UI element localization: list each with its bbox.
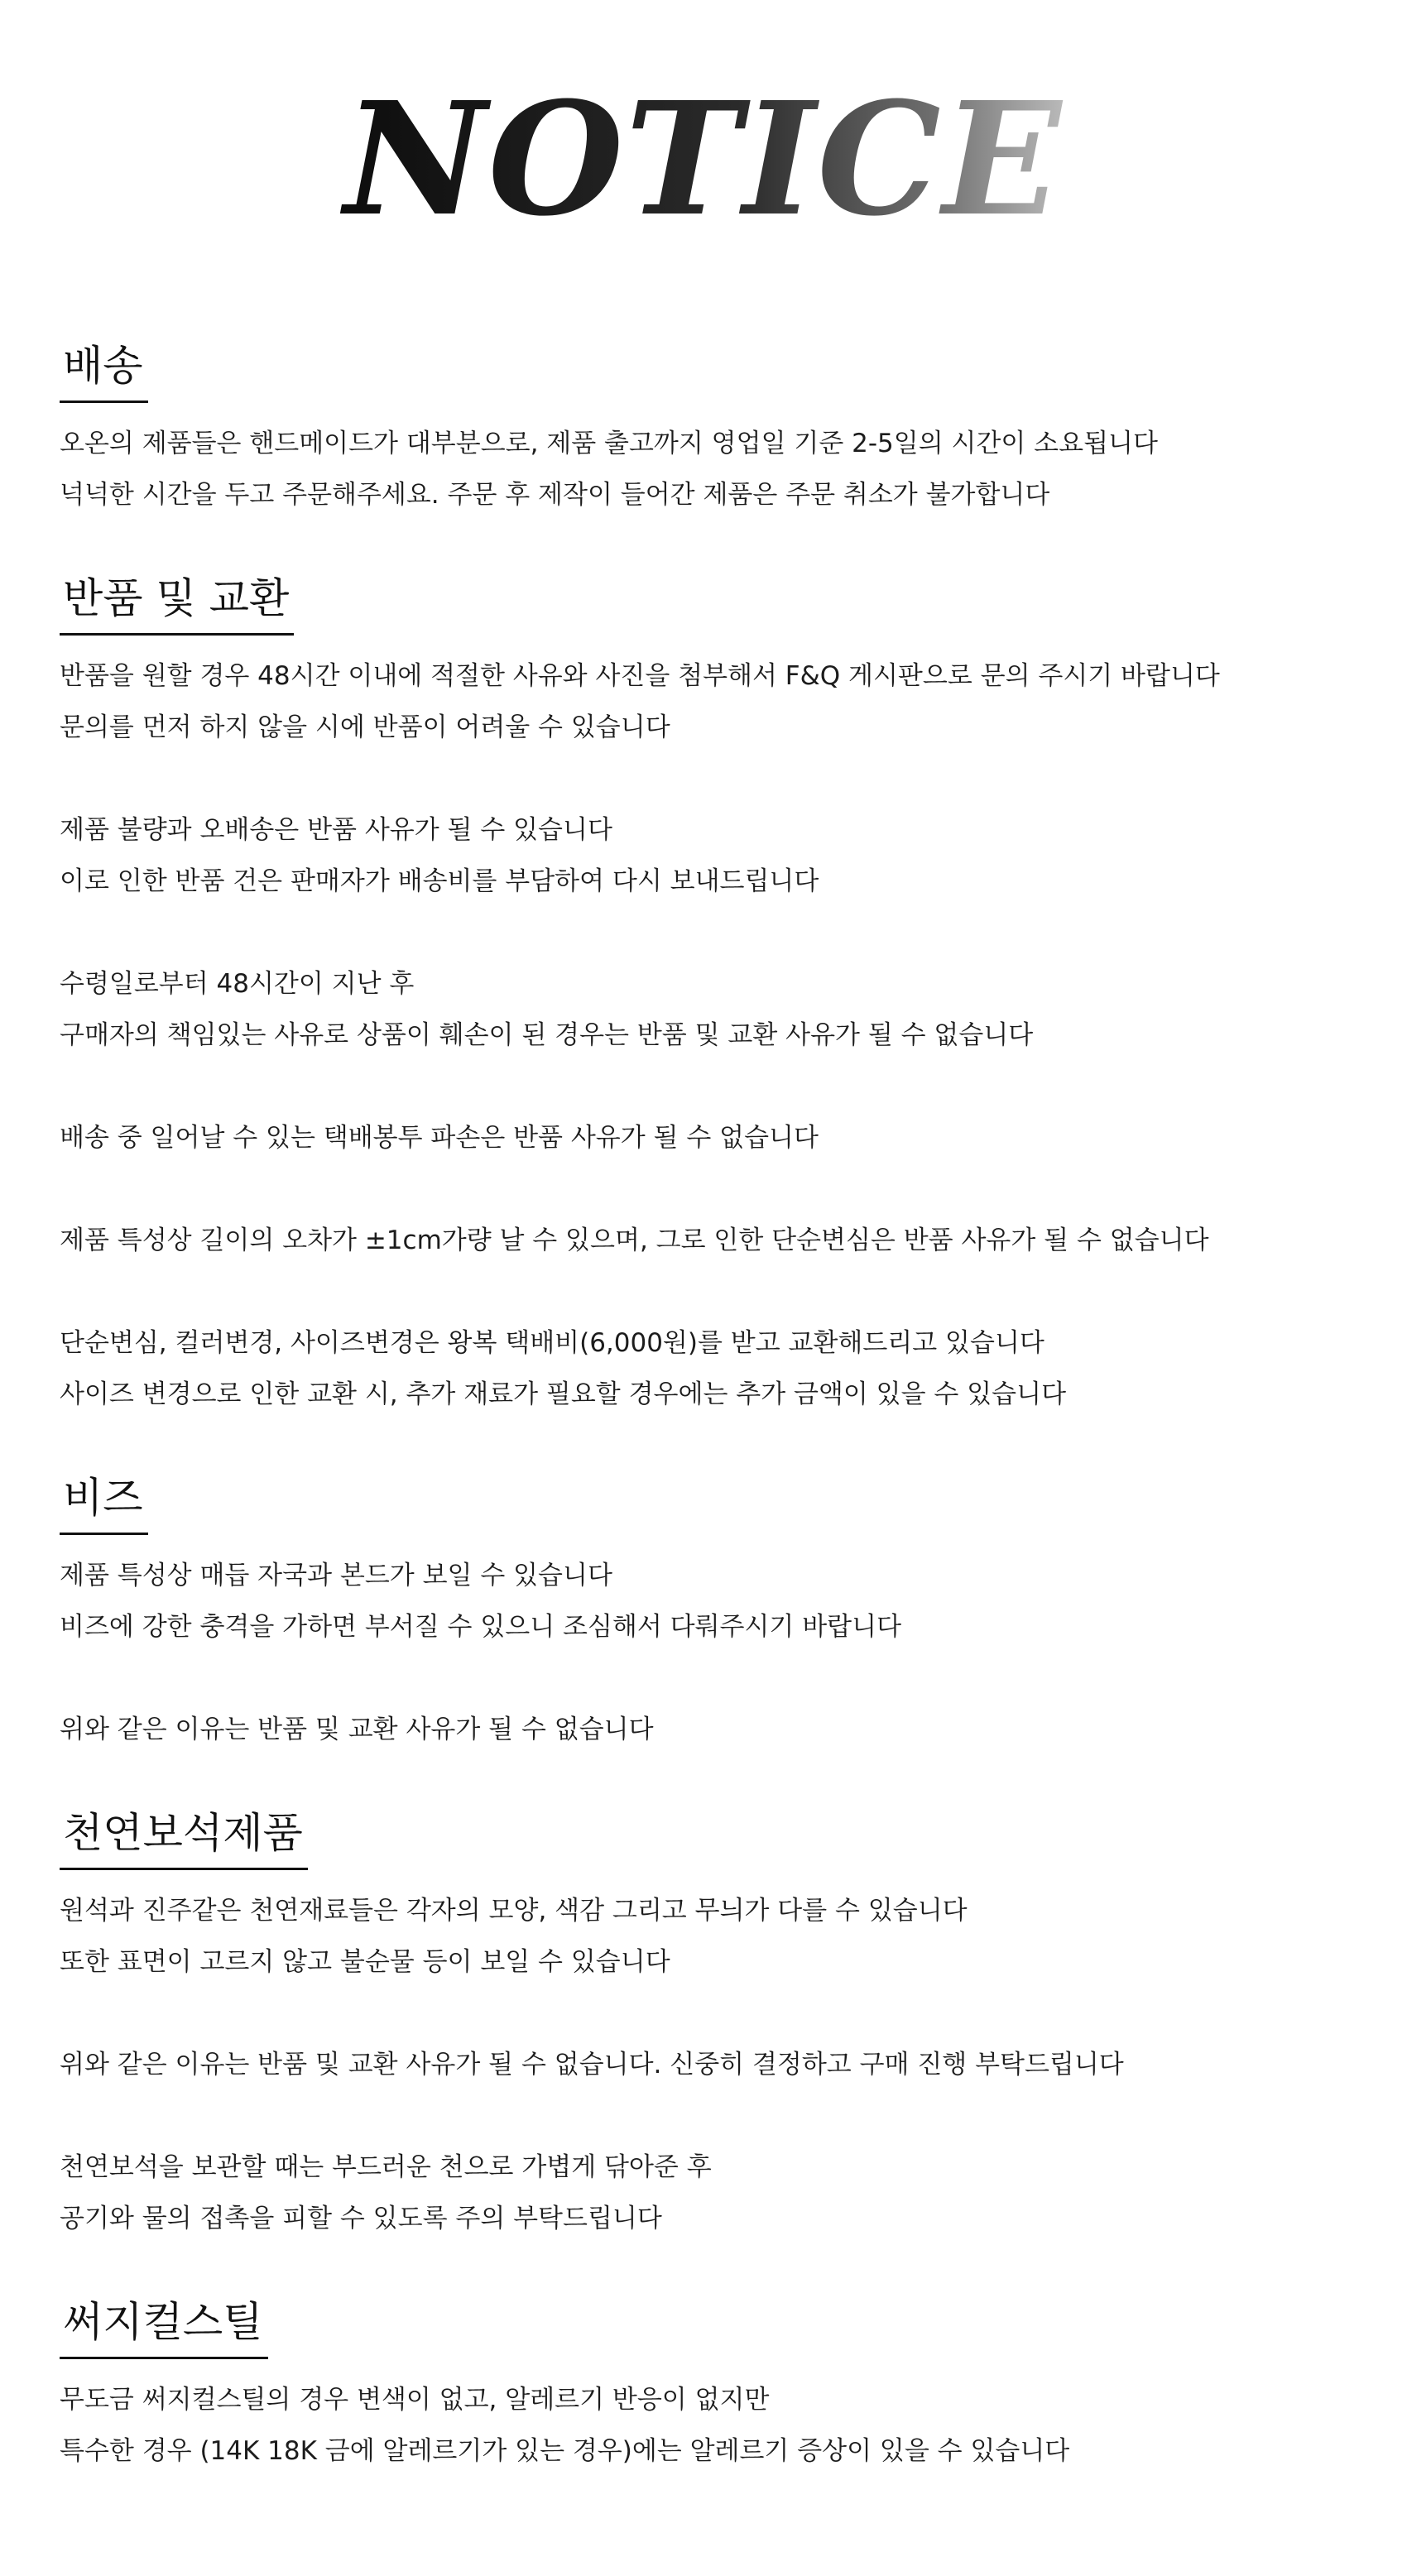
title-text: NOTICE [343, 68, 1064, 251]
text-line: 위와 같은 이유는 반품 및 교환 사유가 될 수 없습니다 [60, 1715, 654, 1744]
text-line: 비즈에 강한 충격을 가하면 부서질 수 있으니 조심해서 다뤄주시기 바랍니다 [60, 1612, 902, 1642]
section-natural-gemstone [60, 1806, 1351, 2244]
paragraph [60, 1215, 1351, 1266]
text-line: 무도금 써지컬스틸의 경우 변색이 없고, 알레르기 반응이 없지만 [60, 2385, 770, 2415]
section-body [60, 2374, 1351, 2477]
text-line: 위와 같은 이유는 반품 및 교환 사유가 될 수 없습니다. 신중히 결정하고 구매 진행 부탁드립니다 [60, 2050, 1124, 2080]
section-delivery [60, 339, 1351, 520]
title-graphic [343, 68, 1064, 251]
section-surgical-steel [60, 2295, 1351, 2477]
text-line: 이로 인한 반품 건은 판매자가 배송비를 부담하여 다시 보내드립니다 [60, 866, 819, 896]
text-line: 배송 중 일어날 수 있는 택배봉투 파손은 반품 사유가 될 수 없습니다 [60, 1123, 819, 1153]
text-line: 반품을 원할 경우 48시간 이내에 적절한 사유와 사진을 첨부해서 F&Q 게시판으로 문의 주시기 바랍니다 [60, 661, 1220, 691]
section-return-exchange [60, 572, 1351, 1420]
text-line: 제품 특성상 매듭 자국과 본드가 보일 수 있습니다 [60, 1561, 612, 1590]
section-heading: 비즈 [60, 1471, 148, 1535]
text-line: 구매자의 책임있는 사유로 상품이 훼손이 된 경우는 반품 및 교환 사유가 될 수 없습니다 [60, 1020, 1034, 1050]
paragraph [60, 958, 1351, 1061]
section-heading: 써지컬스틸 [60, 2295, 268, 2359]
text-line: 또한 표면이 고르지 않고 불순물 등이 보일 수 있습니다 [60, 1947, 670, 1977]
paragraph [60, 1885, 1351, 1988]
paragraph [60, 1317, 1351, 1420]
paragraph [60, 804, 1351, 907]
paragraph [60, 2374, 1351, 2477]
text-line: 오온의 제품들은 핸드메이드가 대부분으로, 제품 출고까지 영업일 기준 2-5일의 시간이 소요됩니다 [60, 429, 1158, 458]
section-body [60, 418, 1351, 520]
section-body [60, 1885, 1351, 2244]
paragraph [60, 1112, 1351, 1163]
text-line: 단순변심, 컬러변경, 사이즈변경은 왕복 택배비(6,000원)를 받고 교환해드리고 있습니다 [60, 1328, 1044, 1358]
text-line: 문의를 먼저 하지 않을 시에 반품이 어려울 수 있습니다 [60, 712, 670, 742]
text-line: 제품 특성상 길이의 오차가 ±1cm가량 날 수 있으며, 그로 인한 단순변심은 반품 사유가 될 수 없습니다 [60, 1226, 1209, 1255]
text-line: 원석과 진주같은 천연재료들은 각자의 모양, 색감 그리고 무늬가 다를 수 있습니다 [60, 1896, 968, 1926]
text-line: 넉넉한 시간을 두고 주문해주세요. 주문 후 제작이 들어간 제품은 주문 취소가 불가합니다 [60, 480, 1050, 510]
text-line: 특수한 경우 (14K 18K 금에 알레르기가 있는 경우)에는 알레르기 증상이 있을 수 있습니다 [60, 2436, 1070, 2466]
text-line: 사이즈 변경으로 인한 교환 시, 추가 재료가 필요할 경우에는 추가 금액이 있을 수 있습니다 [60, 1379, 1067, 1409]
paragraph [60, 1550, 1351, 1653]
section-heading: 천연보석제품 [60, 1806, 308, 1870]
section-heading: 배송 [60, 339, 148, 403]
section-body [60, 650, 1351, 1420]
text-line: 공기와 물의 접촉을 피할 수 있도록 주의 부탁드립니다 [60, 2204, 662, 2233]
paragraph [60, 418, 1351, 520]
paragraph [60, 650, 1351, 753]
notice-content [60, 339, 1351, 2477]
section-beads [60, 1471, 1351, 1755]
paragraph [60, 1704, 1351, 1755]
section-heading: 반품 및 교환 [60, 572, 294, 636]
section-body [60, 1550, 1351, 1755]
paragraph [60, 2142, 1351, 2244]
page-title [0, 68, 1407, 251]
paragraph [60, 2039, 1351, 2090]
text-line: 수령일로부터 48시간이 지난 후 [60, 969, 415, 999]
text-line: 천연보석을 보관할 때는 부드러운 천으로 가볍게 닦아준 후 [60, 2152, 712, 2182]
text-line: 제품 불량과 오배송은 반품 사유가 될 수 있습니다 [60, 815, 612, 845]
